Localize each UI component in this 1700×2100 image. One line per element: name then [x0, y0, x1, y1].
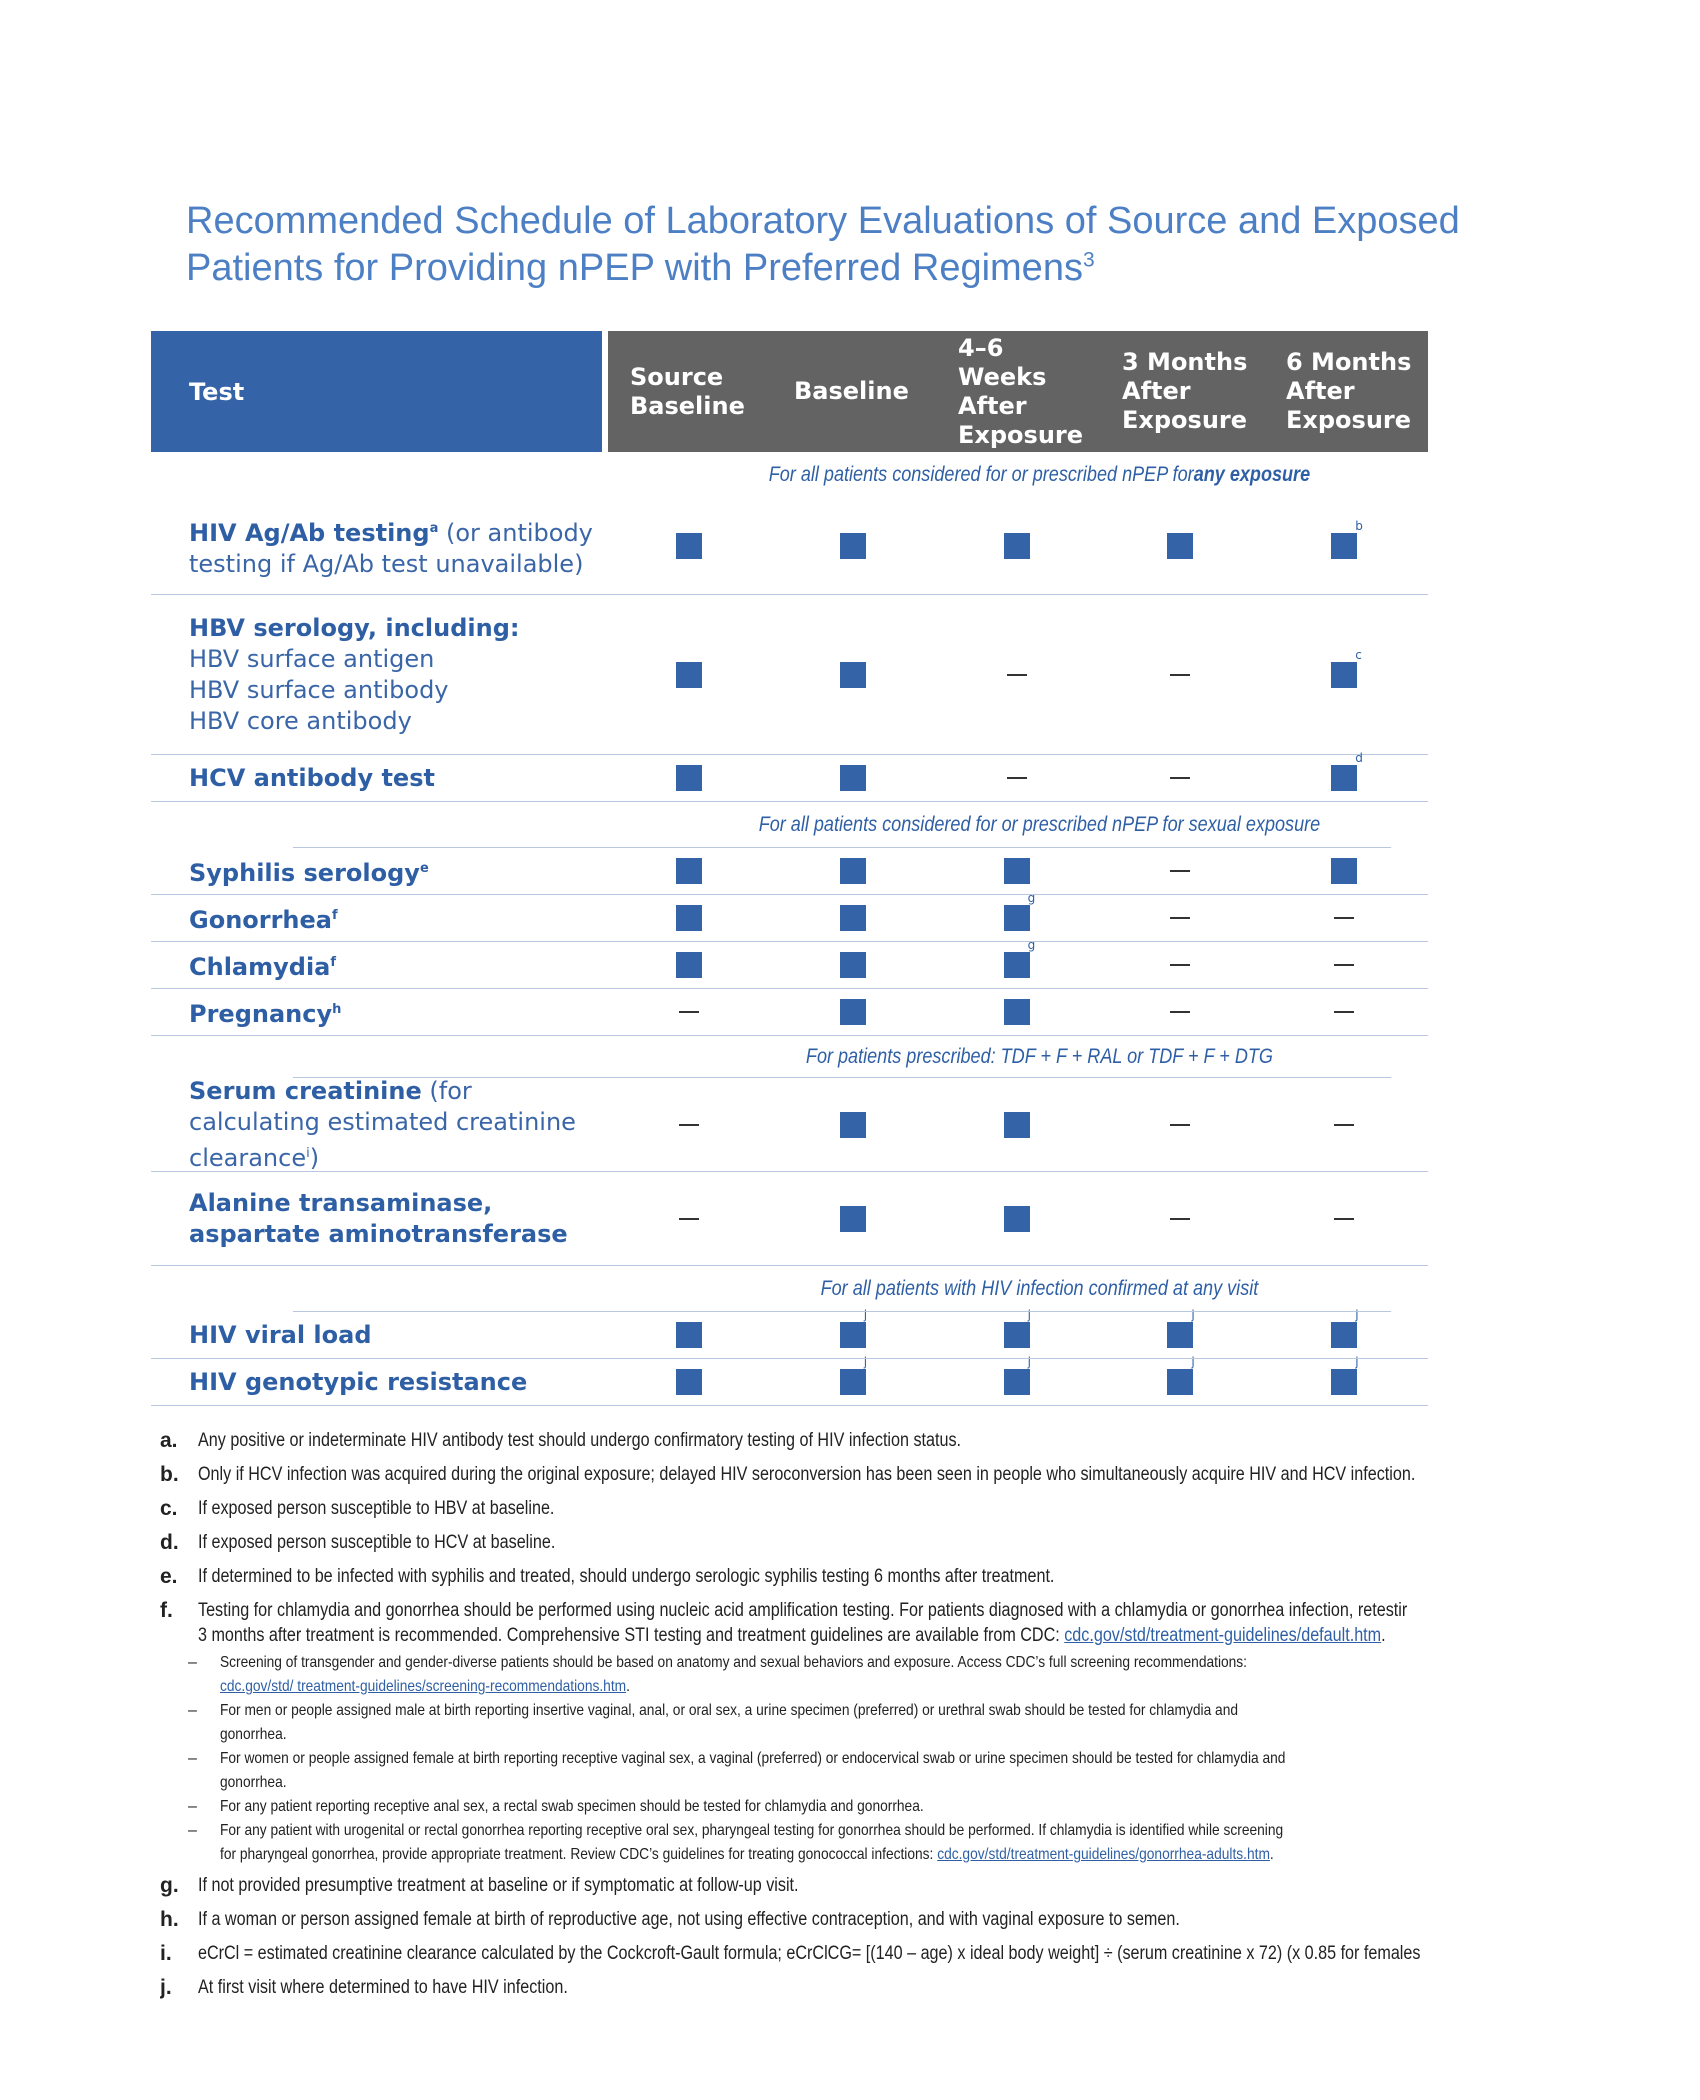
not-indicated-dash	[1170, 1218, 1190, 1220]
not-indicated-dash	[1170, 1011, 1190, 1013]
section-prescribed: For patients prescribed: TDF + F + RAL or TDF + F + DTG	[293, 1036, 1391, 1078]
footnote-ref: c	[1355, 647, 1362, 662]
footnote-f-sub-4: – For any patient reporting receptive anal sex, a rectal swab specimen should be tested for chlamydia and gonorrhea.	[188, 1798, 924, 1815]
recommended-marker	[1331, 1369, 1357, 1395]
not-indicated-dash	[1334, 1218, 1354, 1220]
recommended-marker	[1331, 662, 1357, 688]
recommended-marker	[1004, 1369, 1030, 1395]
section-hiv-confirmed: For all patients with HIV infection confirmed at any visit	[293, 1266, 1391, 1312]
footnote-f-sub-1: – Screening of transgender and gender-diverse patients should be based on anatomy and sexual behaviors and exposure. Access CDC’s full screening recommendations: cdc.gov/std/ treatment-guidelines/screening-recommendations.htm.	[188, 1654, 1248, 1695]
table-row	[151, 751, 1428, 802]
not-indicated-dash	[1334, 917, 1354, 919]
table-header	[151, 331, 1428, 452]
lab-schedule-table	[151, 331, 1428, 1406]
recommended-marker	[676, 765, 702, 791]
footnote-a: a. Any positive or indeterminate HIV antibody test should undergo confirmatory testing of HIV infection status.	[160, 1429, 962, 1452]
title-line-1: Recommended Schedule of Laboratory Evaluations of Source and Exposed	[186, 200, 1460, 242]
not-indicated-dash	[1007, 777, 1027, 779]
footnote-ref: j	[1191, 1308, 1195, 1322]
recommended-marker	[1004, 1206, 1030, 1232]
recommended-marker	[1004, 999, 1030, 1025]
not-indicated-dash	[1334, 964, 1354, 966]
row-label-creatinine: Serum creatinine (for calculating estimated creatinine clearance$^i$)	[189, 1076, 576, 1172]
footnote-ref: j	[1191, 1355, 1195, 1369]
footnote-ref: j	[863, 1308, 868, 1322]
not-indicated-dash	[1170, 777, 1190, 779]
table-row	[151, 938, 1428, 989]
recommended-marker	[840, 662, 866, 688]
row-label-gonorrhea: Gonorrhea$^f$	[189, 906, 338, 934]
not-indicated-dash	[679, 1011, 699, 1013]
row-label-viral-load: HIV viral load	[189, 1320, 372, 1349]
recommended-marker	[840, 999, 866, 1025]
header-3-months: 3 Months After Exposure	[1122, 348, 1248, 434]
recommended-marker	[1004, 533, 1030, 559]
footnote-ref: g	[1027, 938, 1036, 952]
table-row	[151, 1355, 1428, 1406]
table-row	[151, 1078, 1428, 1172]
table-row	[151, 1172, 1428, 1266]
footnote-c: c. If exposed person susceptible to HBV at baseline.	[160, 1497, 555, 1520]
section-any-exposure: For all patients considered for or prescribed nPEP for any exposure	[768, 463, 1311, 486]
row-label-hiv-agab: HIV Ag/Ab testing$^a$ (or antibody testing if Ag/Ab test unavailable)	[189, 518, 593, 578]
recommended-marker	[676, 858, 702, 884]
recommended-marker	[840, 533, 866, 559]
footnote-ref: j	[1027, 1355, 1031, 1369]
table-row	[151, 989, 1428, 1036]
not-indicated-dash	[679, 1124, 699, 1126]
table-row	[151, 595, 1428, 755]
row-label-syphilis: Syphilis serology$^e$	[189, 859, 429, 887]
row-label-alt-ast: Alanine transaminase, aspartate aminotransferase	[189, 1188, 568, 1248]
title-reference: 3	[1082, 248, 1095, 272]
footnote-j: j. At first visit where determined to have HIV infection.	[160, 1976, 568, 1999]
sti-guidelines-link[interactable]: cdc.gov/std/treatment-guidelines/default.htm	[1064, 1625, 1382, 1646]
row-label-pregnancy: Pregnancy$^h$	[189, 1000, 342, 1028]
recommended-marker	[676, 952, 702, 978]
cell-source-baseline	[609, 533, 773, 559]
cell-4-6-weeks	[937, 533, 1101, 559]
recommended-marker	[676, 533, 702, 559]
footnote-f-sub-2: – For men or people assigned male at birth reporting insertive vaginal, anal, or oral sex, a urine specimen (preferred) or urethral swab should be tested for chlamydia and gonorrhea.	[188, 1702, 1239, 1743]
table-row	[151, 498, 1428, 595]
recommended-marker	[1004, 858, 1030, 884]
screening-recommendations-link[interactable]: cdc.gov/std/ treatment-guidelines/screening-recommendations.htm	[220, 1678, 627, 1695]
recommended-marker	[1331, 1322, 1357, 1348]
header-6-months: 6 Months After Exposure	[1286, 348, 1412, 434]
table-row	[151, 848, 1428, 895]
recommended-marker	[1167, 1322, 1193, 1348]
footnote-f-sub-5: – For any patient with urogenital or rectal gonorrhea reporting receptive oral sex, pharyngeal testing for gonorrhea should be performed. If chlamydia is identified while screening for pharyngeal gonorrhea, provide appropriate treatment. Review CDC’s guidelines for treating gonococcal infections: cdc.gov/std/treatment-guidelines/gonorrhea-adults.htm.	[188, 1822, 1284, 1863]
header-baseline: Baseline	[794, 377, 909, 405]
table-row	[151, 1308, 1428, 1359]
page-title	[186, 198, 1486, 292]
footnote-d: d. If exposed person susceptible to HCV at baseline.	[160, 1531, 556, 1554]
cell-3-months	[1100, 533, 1264, 559]
recommended-marker	[1167, 533, 1193, 559]
recommended-marker	[840, 1369, 866, 1395]
recommended-marker	[1331, 533, 1357, 559]
footnote-ref: j	[1355, 1308, 1359, 1322]
footnote-ref: j	[1027, 1308, 1031, 1322]
recommended-marker	[840, 1112, 866, 1138]
recommended-marker	[1004, 1322, 1030, 1348]
section-sexual-exposure: For all patients considered for or prescribed nPEP for sexual exposure	[293, 802, 1391, 848]
footnote-ref: b	[1355, 519, 1363, 533]
recommended-marker	[1331, 858, 1357, 884]
not-indicated-dash	[1007, 674, 1027, 676]
recommended-marker	[676, 905, 702, 931]
footnote-b: b. Only if HCV infection was acquired during the original exposure; delayed HIV seroconversion has been seen in people who simultaneously acquire HIV and HCV infection.	[160, 1463, 1416, 1486]
footnote-e: e. If determined to be infected with syphilis and treated, should undergo serologic syphilis testing 6 months after treatment.	[160, 1565, 1055, 1588]
row-label-hbv: HBV serology, including: HBV surface antigen HBV surface antibody HBV core antibody	[189, 613, 520, 735]
row-label-genotypic: HIV genotypic resistance	[189, 1367, 528, 1396]
recommended-marker	[840, 858, 866, 884]
header-4-6-weeks: 4–6 Weeks After Exposure	[958, 333, 1084, 449]
row-label-hcv: HCV antibody test	[189, 763, 435, 792]
footnote-ref: d	[1355, 751, 1363, 765]
not-indicated-dash	[1170, 1124, 1190, 1126]
recommended-marker	[840, 765, 866, 791]
recommended-marker	[676, 1369, 702, 1395]
title-line-2: Patients for Providing nPEP with Preferred Regimens	[186, 247, 1083, 289]
footnote-h: h. If a woman or person assigned female at birth of reproductive age, not using effective contraception, and with vaginal exposure to semen.	[160, 1908, 1180, 1931]
not-indicated-dash	[1170, 674, 1190, 676]
gonorrhea-guidelines-link[interactable]: cdc.gov/std/treatment-guidelines/gonorrhea-adults.htm	[937, 1846, 1270, 1863]
recommended-marker	[840, 1322, 866, 1348]
not-indicated-dash	[1170, 917, 1190, 919]
not-indicated-dash	[1170, 964, 1190, 966]
cell-6-months	[1264, 519, 1428, 559]
not-indicated-dash	[1334, 1011, 1354, 1013]
recommended-marker	[1004, 1112, 1030, 1138]
footnote-ref: g	[1027, 891, 1036, 905]
footnote-ref: j	[1355, 1355, 1359, 1369]
footnote-f-sub-3: – For women or people assigned female at birth reporting receptive vaginal sex, a vaginal (preferred) or endocervical swab or urine specimen should be tested for chlamydia and gonorrhea.	[188, 1750, 1286, 1791]
recommended-marker	[1167, 1369, 1193, 1395]
not-indicated-dash	[1334, 1124, 1354, 1126]
footnote-f: f. Testing for chlamydia and gonorrhea should be performed using nucleic acid amplification testing. For patients diagnosed with a chlamydia or gonorrhea infection, retestir 3 months after treatment is recommended. Comprehensive STI testing and treatment guidelines are available from CDC: cdc.gov/std/treatment-guidelines/default.htm.	[160, 1599, 1408, 1646]
not-indicated-dash	[679, 1218, 699, 1220]
footnote-ref: j	[863, 1355, 868, 1369]
recommended-marker	[840, 1206, 866, 1232]
recommended-marker	[1331, 765, 1357, 791]
cell-baseline	[773, 533, 937, 559]
recommended-marker	[676, 1322, 702, 1348]
recommended-marker	[840, 905, 866, 931]
footnote-i: i. eCrCl = estimated creatinine clearance calculated by the Cockcroft-Gault formula; eCrClCG= [(140 – age) x ideal body weight] ÷ (serum creatinine x 72) (x 0.85 for females	[160, 1942, 1421, 1965]
header-test: Test	[151, 331, 602, 452]
recommended-marker	[1004, 952, 1030, 978]
table-row	[151, 891, 1428, 942]
recommended-marker	[840, 952, 866, 978]
not-indicated-dash	[1170, 870, 1190, 872]
footnote-g: g. If not provided presumptive treatment at baseline or if symptomatic at follow-up visit.	[160, 1874, 799, 1897]
header-source-baseline: Source Baseline	[630, 362, 745, 420]
recommended-marker	[676, 662, 702, 688]
recommended-marker	[1004, 905, 1030, 931]
row-label-chlamydia: Chlamydia$^f$	[189, 953, 337, 981]
footnotes	[160, 1428, 1475, 2009]
